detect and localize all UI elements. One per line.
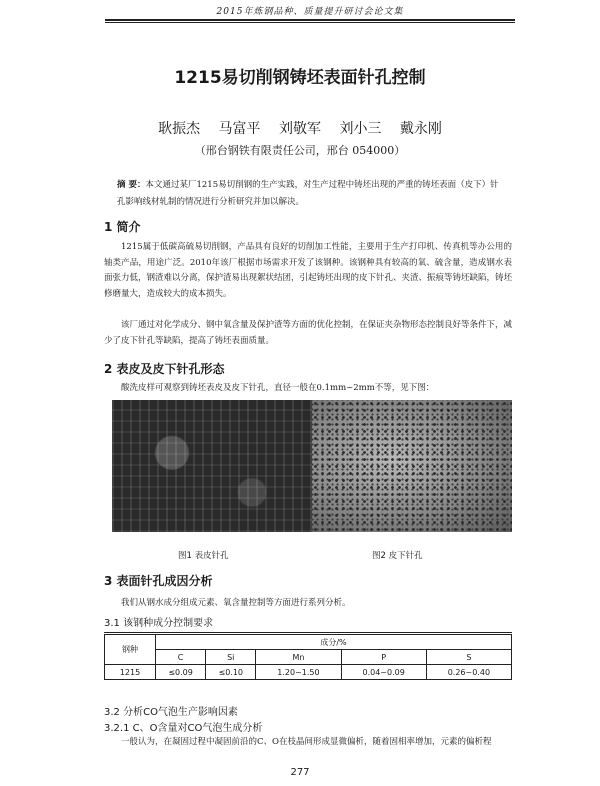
table-header-p: P [341, 650, 426, 665]
section-3-heading: 3 表面针孔成因分析 [104, 574, 213, 588]
subsurface-pinhole-photo [312, 400, 512, 532]
author-list: 耿振杰 马富平 刘敬军 刘小三 戴永刚 [158, 121, 442, 137]
running-head: 2015年炼钢品种、质量提升研讨会论文集 [216, 7, 404, 17]
subsection-3-2-heading: 3.2 分析CO气泡生产影响因素 [104, 707, 238, 718]
abstract [117, 177, 500, 211]
figure-1-caption: 图1 表皮针孔 [178, 551, 229, 561]
table-header-s: S [426, 650, 511, 665]
section-1-paragraph-1: 1215属于低碳高硫易切削钢，产品具有良好的切削加工性能，主要用于生产打印机、传真机等办公用的轴类产品，用途广泛。2010年该厂根据市场需求开发了该钢种。该钢种具有较高的氧、硫含量，造成钢水表面张力低，钢渣难以分离，保护渣易出现絮状结团，引起铸坯出现的皮下针孔、夹渣、振痕等铸坯缺陷，铸坯修磨量大，造成较大的成本损失。 [104, 242, 513, 299]
section-1-heading: 1 简介 [104, 220, 141, 234]
table-cell-si: ≤0.10 [206, 665, 256, 680]
header-rule-thin [105, 22, 515, 23]
paper-title: 1215易切削钢铸坯表面针孔控制 [174, 68, 426, 88]
table-header-si: Si [206, 650, 256, 665]
table-header-c: C [156, 650, 206, 665]
table-cell-c: ≤0.09 [156, 665, 206, 680]
table-header-steel: 钢种 [105, 635, 156, 665]
table-cell-steel: 1215 [105, 665, 156, 680]
table-row [105, 665, 512, 680]
abstract-text: 本文通过某厂1215易切削钢的生产实践，对生产过程中铸坯出现的严重的铸坯表面（皮下）针孔影响线材轧制的情况进行分析研究并加以解决。 [117, 180, 499, 207]
header-rule [105, 19, 515, 21]
table-top-rule [104, 632, 512, 633]
figure-2-caption: 图2 皮下针孔 [372, 551, 423, 561]
table-header-mn: Mn [256, 650, 341, 665]
surface-pinhole-photo [112, 400, 312, 532]
section-2-heading: 2 表皮及皮下针孔形态 [104, 362, 225, 376]
affiliation: （邢台钢铁有限责任公司，邢台 054000） [194, 144, 406, 157]
page-number: 277 [290, 767, 310, 778]
table-cell-p: 0.04~0.09 [341, 665, 426, 680]
composition-table [104, 634, 512, 680]
table-header-composition: 成分/% [156, 635, 512, 650]
section-3-paragraph-2: 一般认为，在凝固过程中凝固前沿的C、O在枝晶间形成显微偏析，随着固相率增加，元素的偏析程 [121, 737, 492, 747]
subsection-3-1-heading: 3.1 该钢种成分控制要求 [104, 618, 214, 629]
subsection-3-2-1-heading: 3.2.1 C、O含量对CO气泡生成分析 [104, 723, 263, 734]
abstract-label: 摘 要： [117, 180, 146, 190]
table-cell-s: 0.26~0.40 [426, 665, 511, 680]
section-1-paragraph-2: 该厂通过对化学成分、钢中氧含量及保护渣等方面的优化控制，在保证夹杂物形态控制良好等条件下，减少了皮下针孔等缺陷，提高了铸坯表面质量。 [104, 320, 513, 346]
figure-row [112, 400, 512, 532]
section-3-paragraph-1: 我们从钢水成分组成元素、氧含量控制等方面进行系列分析。 [121, 598, 351, 608]
section-2-paragraph-1: 酸洗皮样可观察到铸坯表皮及皮下针孔，直径一般在0.1mm~2mm不等，见下图： [121, 383, 435, 393]
table-cell-mn: 1.20~1.50 [256, 665, 341, 680]
